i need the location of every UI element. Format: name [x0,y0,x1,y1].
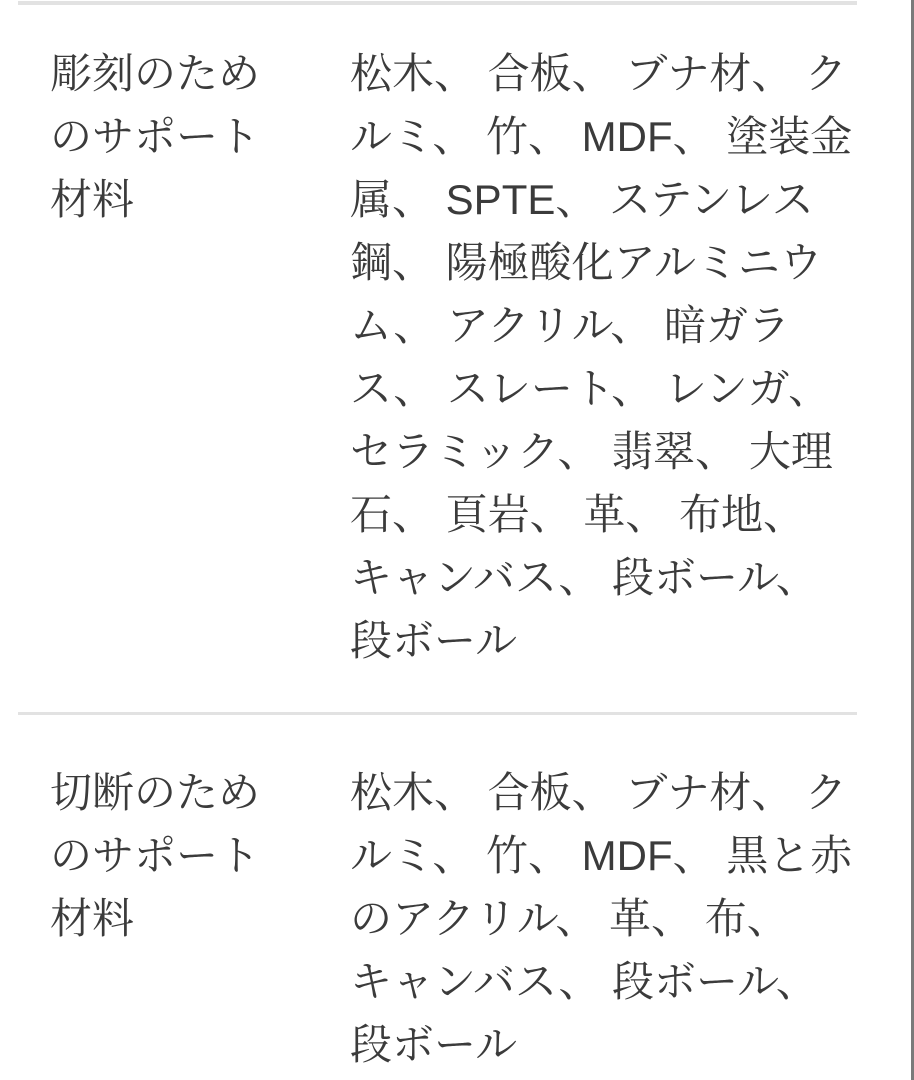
value-line: ルミ、 竹、 MDF、 塗装金 [350,113,853,160]
value-line: 段ボール [350,1021,518,1068]
value-line: 石、 頁岩、 革、 布地、 [350,491,806,538]
row-label [50,761,350,1076]
label-line: 材料 [50,176,135,223]
top-divider [18,1,857,5]
value-line: 鋼、 陽極酸化アルミニウ [350,239,822,286]
row-value [350,761,864,1076]
value-line: キャンバス、 段ボール、 [350,554,818,601]
value-line: 段ボール [350,617,518,664]
label-line: 切断のため [50,769,261,816]
label-line: のサポート [50,113,261,160]
value-line: のアクリル、 革、 布、 [350,895,789,942]
row-label [50,42,350,672]
label-line: 材料 [50,895,135,942]
table-row-cutting-materials [50,761,864,1076]
value-line: ム、 アクリル、 暗ガラ [350,302,790,349]
value-line: 属、 SPTE、 ステンレス [350,176,814,223]
row-divider [18,712,857,715]
label-line: のサポート [50,832,261,879]
value-line: 松木、 合板、 ブナ材、 ク [350,769,848,816]
value-line: セラミック、 翡翠、 大理 [350,428,833,475]
label-line: 彫刻のため [50,50,261,97]
table-row-engraving-materials [50,42,864,672]
value-line: ルミ、 竹、 MDF、 黒と赤 [350,832,853,879]
value-line: 松木、 合板、 ブナ材、 ク [350,50,848,97]
row-value [350,42,864,672]
value-line: ス、 スレート、 レンガ、 [350,365,831,412]
value-line: キャンバス、 段ボール、 [350,958,818,1005]
